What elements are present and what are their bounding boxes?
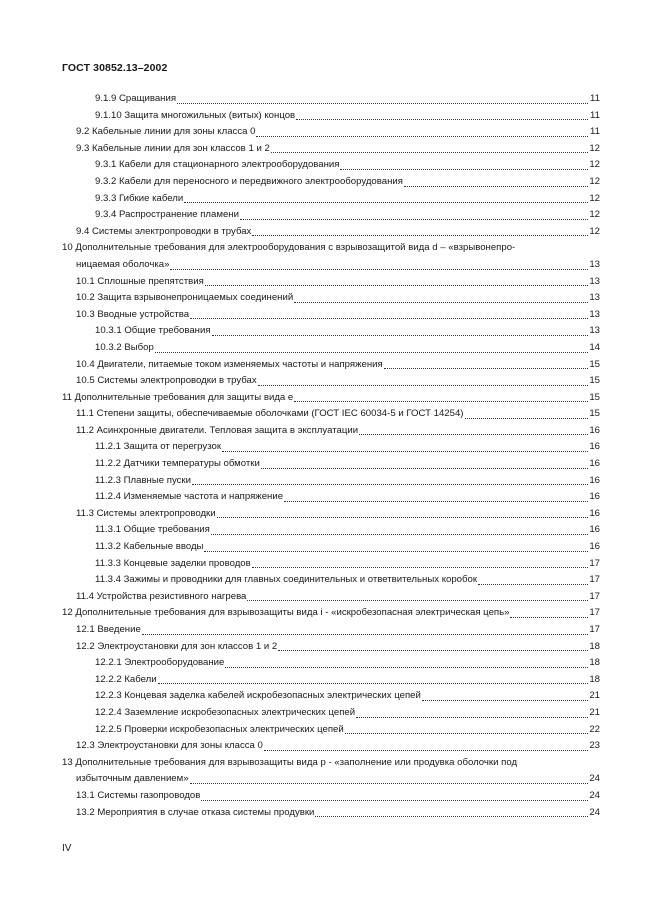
toc-entry[interactable] [62,456,600,473]
dot-leader [356,717,588,718]
toc-entry-title: 10.2 Защита взрывонепроницаемых соединений [76,292,294,304]
dot-leader [261,468,588,469]
toc-entry[interactable] [62,141,600,158]
toc-entry-page: 24 [589,806,600,818]
toc-entry-page: 24 [589,773,600,785]
page-number: IV [62,843,72,854]
toc-entry[interactable] [62,439,600,456]
toc-entry-title: 12.2.3 Концевая заделка кабелей искробезопасных электрических цепей [95,690,421,702]
toc-entry[interactable] [62,539,600,556]
toc-entry[interactable] [62,572,600,589]
toc-entry[interactable] [62,755,600,788]
toc-entry-title: 12 Дополнительные требования для взрывозащиты вида i - «искробезопасная электрическая цепь» [62,607,510,619]
toc-entry-title: 11.2.3 Плавные пуски [95,474,191,486]
dot-leader [211,534,588,535]
toc-entry-title: 12.3 Электроустановки для зоны класса 0 [76,740,263,752]
toc-entry-title: 12.2.4 Заземление искробезопасных электрических цепей [95,706,356,718]
dot-leader [340,169,588,170]
document-header: ГОСТ 30852.13–2002 [62,62,168,74]
toc-entry-page: 15 [589,408,600,420]
toc-entry[interactable] [62,805,600,822]
toc-entry-page: 15 [589,358,600,370]
toc-entry-title: 12.2.5 Проверки искробезопасных электрических цепей [95,723,344,735]
toc-entry[interactable] [62,207,600,224]
toc-entry-title: 11.2.2 Датчики температуры обмотки [95,458,260,470]
toc-entry-title: 9.3.3 Гибкие кабели [95,192,184,204]
toc-entry[interactable] [62,240,600,273]
toc-entry-title: 13 Дополнительные требования для взрывозащиты вида p - «заполнение или продувка оболочки под [62,756,518,768]
toc-entry-page: 16 [589,424,600,436]
toc-entry[interactable] [62,489,600,506]
toc-entry-title: 11.3.4 Зажимы и проводники для главных соединительных и ответвительных коробок [95,574,478,586]
toc-entry-title: 9.3.1 Кабели для стационарного электрооборудования [95,159,340,171]
toc-entry-title: 12.2 Электроустановки для зон классов 1 и 2 [76,640,278,652]
toc-entry-page: 18 [589,657,600,669]
dot-leader [155,352,588,353]
toc-entry-page: 14 [589,341,600,353]
dot-leader [247,600,588,601]
toc-entry[interactable] [62,672,600,689]
dot-leader [422,700,588,701]
toc-entry-title: 10 Дополнительные требования для электрооборудования с взрывозащитой вида d – «взрывонепро- [62,242,516,254]
toc-entry[interactable] [62,91,600,108]
dot-leader [205,285,588,286]
dot-leader [315,816,588,817]
toc-entry-title: 11.3.3 Концевые заделки проводов [95,557,251,569]
toc-entry-title: 9.1.10 Защита многожильных (витых) концов [95,109,296,121]
toc-entry[interactable] [62,605,600,622]
dot-leader [170,269,588,270]
toc-entry[interactable] [62,473,600,490]
toc-entry-page: 12 [589,159,600,171]
toc-entry-page: 18 [589,640,600,652]
toc-entry-title: 11.3.2 Кабельные вводы [95,541,204,553]
dot-leader [264,750,588,751]
toc-entry[interactable] [62,390,600,407]
toc-entry[interactable] [62,340,600,357]
toc-entry-page: 12 [589,192,600,204]
dot-leader [225,667,588,668]
toc-entry-page: 11 [590,109,600,121]
dot-leader [192,484,588,485]
dot-leader [404,186,588,187]
toc-entry-page: 13 [589,292,600,304]
toc-entry-title: 9.4 Системы электропроводки в трубах [76,225,252,237]
toc-entry-title-continuation: ницаемая оболочка» [76,258,170,270]
toc-entry-page: 15 [589,391,600,403]
dot-leader [478,584,588,585]
toc-entry-title: 11.1 Степени защиты, обеспечиваемые оболочками (ГОСТ IEC 60034-5 и ГОСТ 14254) [76,408,464,420]
dot-leader [278,650,588,651]
dot-leader [222,451,588,452]
toc-entry-title: 12.2.2 Кабели [95,673,157,685]
dot-leader [465,418,589,419]
toc-entry-page: 17 [589,624,600,635]
dot-leader [190,318,588,319]
toc-entry-page: 12 [589,225,600,237]
toc-entry-page: 17 [589,590,600,602]
toc-entry[interactable] [62,722,600,739]
toc-entry-page: 13 [589,308,600,320]
toc-entry-title: 13.1 Системы газопроводов [76,789,201,801]
toc-entry-title: 9.3.2 Кабели для переносного и передвижного электрооборудования [95,175,403,187]
toc-entry-title: 11.2 Асинхронные двигатели. Тепловая защита в эксплуатации [76,424,359,436]
toc-entry-page: 17 [589,557,600,569]
dot-leader [271,152,588,153]
toc-entry[interactable] [62,290,600,307]
dot-leader [284,501,588,502]
toc-entry[interactable] [62,191,600,208]
toc-entry-page: 17 [589,607,600,619]
toc-entry-page: 23 [589,740,600,752]
dot-leader [384,368,588,369]
toc-entry-page: 16 [589,474,600,486]
toc-entry[interactable] [62,406,600,423]
toc-entry[interactable] [62,705,600,722]
toc-entry[interactable] [62,639,600,656]
toc-entry-page: 22 [589,723,600,735]
toc-entry-title: 11.3 Системы электропроводки [76,507,216,519]
toc-entry[interactable] [62,506,600,523]
dot-leader [252,235,588,236]
dot-leader [212,335,588,336]
dot-leader [296,119,588,120]
toc-entry-page: 16 [589,541,600,553]
toc-entry[interactable] [62,522,600,539]
dot-leader [201,800,588,801]
toc-entry[interactable] [62,307,600,324]
toc-entry[interactable] [62,373,600,390]
dot-leader [184,202,588,203]
toc-entry[interactable] [62,622,600,639]
dot-leader [240,219,588,220]
toc-entry[interactable] [62,423,600,440]
toc-entry[interactable] [62,738,600,755]
toc-entry-page: 21 [589,706,600,718]
toc-entry-title: 10.3.2 Выбор [95,341,154,353]
toc-entry[interactable] [62,157,600,174]
toc-entry-page: 24 [589,789,600,801]
table-of-contents [62,91,600,821]
toc-entry-title: 11.2.4 Изменяемые частота и напряжение [95,491,284,503]
toc-entry[interactable] [62,224,600,241]
dot-leader [190,783,588,784]
toc-entry-title: 9.3.4 Распространение пламени [95,209,239,221]
toc-entry-title: 10.3.1 Общие требования [95,325,211,337]
toc-entry-title-continuation: избыточным давлением» [76,773,189,785]
toc-entry-title: 9.1.9 Сращивания [95,93,177,104]
toc-entry-title: 13.2 Мероприятия в случае отказа системы продувки [76,806,315,818]
toc-entry-title: 11 Дополнительные требования для защиты вида e [62,391,294,403]
toc-entry[interactable] [62,174,600,191]
toc-entry-title: 12.2.1 Электрооборудование [95,657,225,669]
toc-entry[interactable] [62,357,600,374]
toc-entry[interactable] [62,323,600,340]
dot-leader [142,634,588,635]
toc-entry[interactable] [62,589,600,606]
toc-entry-page: 16 [589,524,600,536]
toc-entry-page: 13 [589,258,600,270]
toc-entry-title: 12.1 Введение [76,624,141,635]
toc-entry-page: 12 [589,175,600,187]
toc-entry-page: 15 [589,375,600,387]
toc-entry[interactable] [62,788,600,805]
toc-entry-page: 21 [589,690,600,702]
toc-entry-title: 11.4 Устройства резистивного нагрева [76,590,247,602]
toc-entry[interactable] [62,655,600,672]
dot-leader [177,103,588,104]
toc-entry-title: 10.5 Системы электропроводки в трубах [76,375,257,387]
dot-leader [345,733,588,734]
toc-entry-page: 13 [589,275,600,287]
dot-leader [204,551,588,552]
toc-entry-title: 11.2.1 Защита от перегрузок [95,441,222,453]
toc-entry[interactable] [62,108,600,125]
toc-entry-page: 16 [589,441,600,453]
toc-entry-page: 16 [589,491,600,503]
toc-entry-title: 9.3 Кабельные линии для зон классов 1 и 2 [76,142,270,154]
toc-entry-page: 12 [589,209,600,221]
dot-leader [294,401,588,402]
toc-entry-title: 10.3 Вводные устройства [76,308,190,320]
toc-entry-page: 12 [589,142,600,154]
toc-entry[interactable] [62,124,600,141]
toc-entry-page: 16 [589,458,600,470]
toc-entry-page: 13 [589,325,600,337]
dot-leader [510,617,588,618]
dot-leader [359,434,588,435]
toc-entry-page: 17 [589,574,600,586]
dot-leader [256,136,588,137]
dot-leader [294,302,588,303]
toc-entry[interactable] [62,556,600,573]
toc-entry[interactable] [62,688,600,705]
toc-entry-title: 9.2 Кабельные линии для зоны класса 0 [76,126,256,138]
dot-leader [217,517,588,518]
dot-leader [158,683,588,684]
toc-entry-page: 11 [590,93,600,104]
dot-leader [258,385,588,386]
toc-entry-title: 10.4 Двигатели, питаемые током изменяемых частоты и напряжения [76,358,383,370]
dot-leader [252,567,588,568]
toc-entry-page: 11 [590,126,600,138]
toc-entry-title: 10.1 Сплошные препятствия [76,275,204,287]
toc-entry-title: 11.3.1 Общие требования [95,524,210,536]
toc-entry-page: 16 [589,507,600,519]
toc-entry-page: 18 [589,673,600,685]
toc-entry[interactable] [62,274,600,291]
